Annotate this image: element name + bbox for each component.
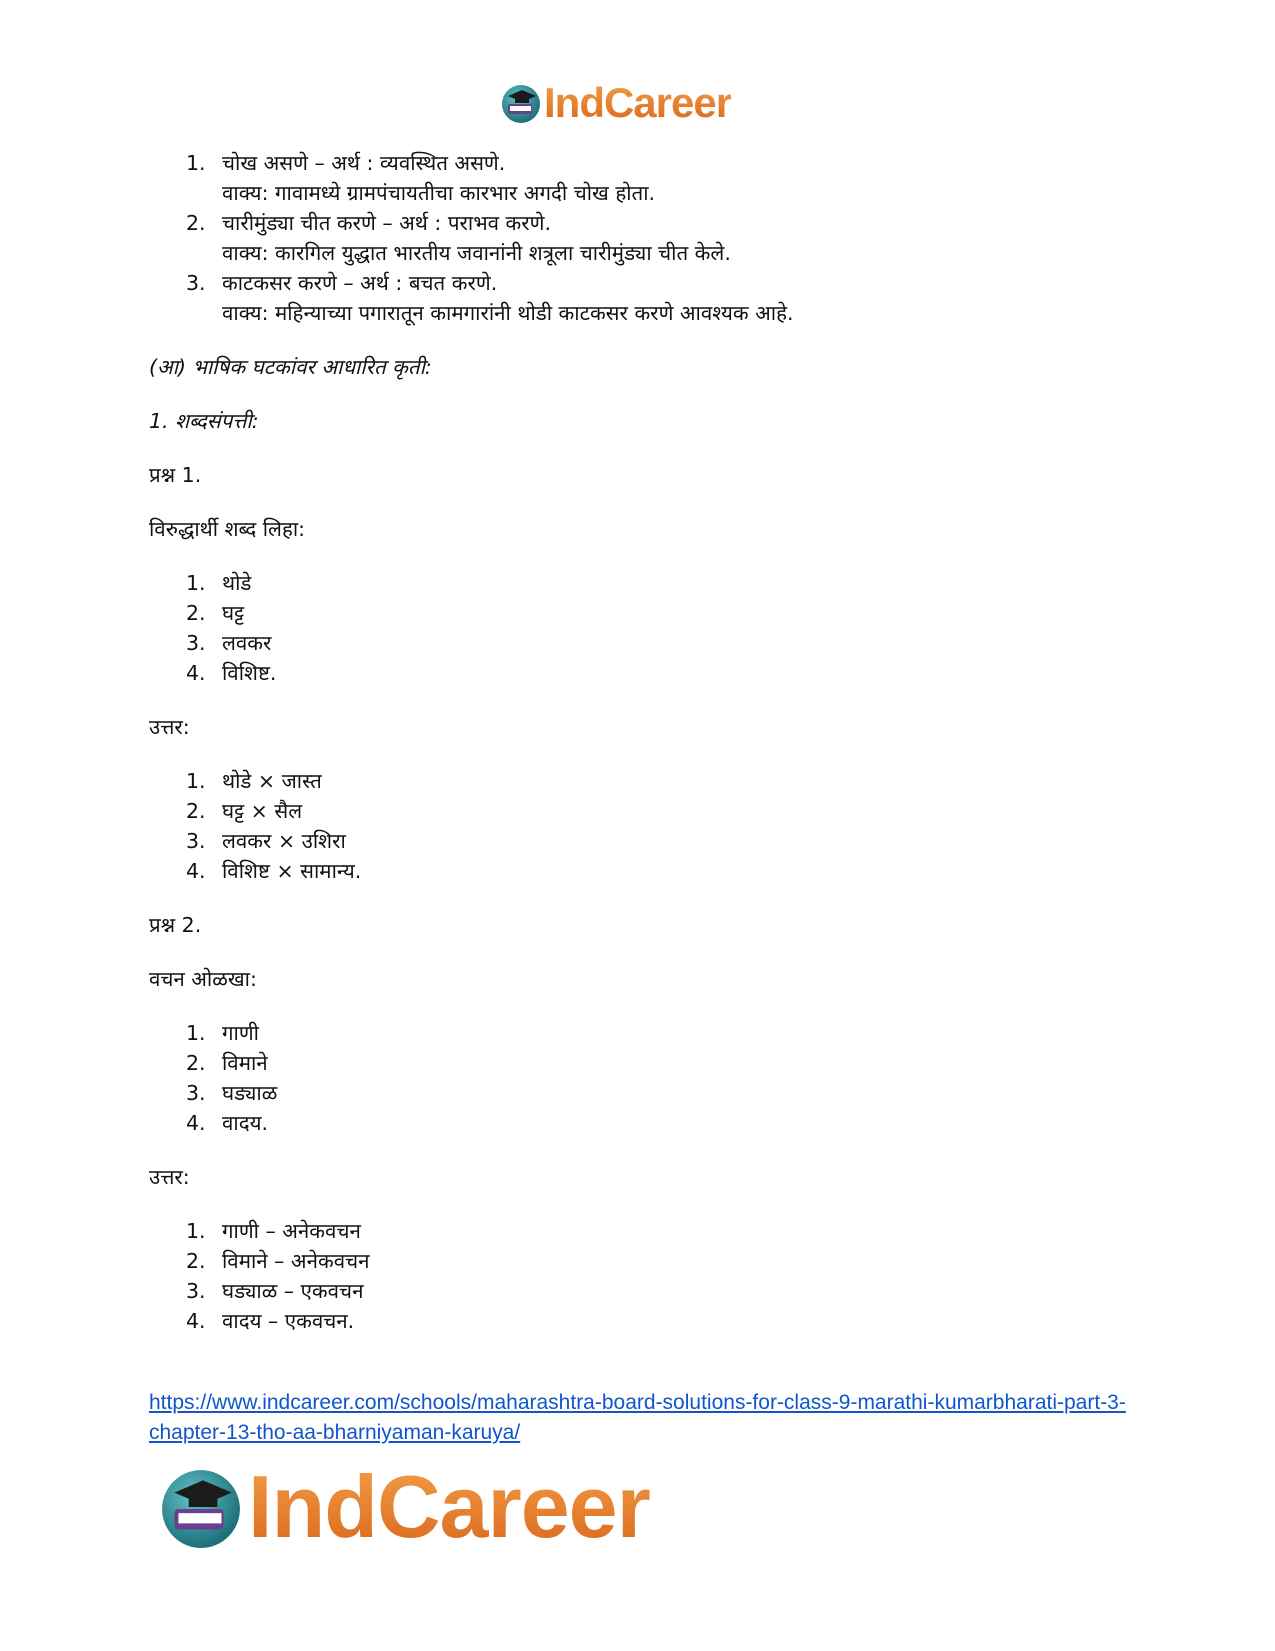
subsection-heading: 1. शब्दसंपत्ती:	[149, 409, 259, 433]
item-text: वादय.	[222, 1111, 268, 1135]
list-item	[149, 1246, 1149, 1276]
answer-text: विमाने – अनेकवचन	[222, 1249, 370, 1273]
idiom-sentence: वाक्य: कारगिल युद्धात भारतीय जवानांनी शत्रूला चारीमुंड्या चीत केले.	[222, 241, 731, 265]
answer-text: थोडे × जास्त	[222, 769, 322, 793]
item-number: 1.	[186, 151, 206, 175]
list-item	[149, 208, 1149, 268]
item-number: 2.	[186, 1051, 206, 1075]
question-label: प्रश्न 1.	[149, 463, 202, 487]
item-text: विशिष्ट.	[222, 661, 277, 685]
item-number: 1.	[186, 571, 206, 595]
item-number: 2.	[186, 1249, 206, 1273]
item-number: 2.	[186, 601, 206, 625]
idiom-meaning: काटकसर करणे – अर्थ : बचत करणे.	[222, 271, 498, 295]
indcareer-logo-top	[500, 80, 731, 126]
answer-items	[149, 766, 1149, 886]
idiom-sentence: वाक्य: महिन्याच्या पगारातून कामगारांनी थोडी काटकसर करणे आवश्यक आहे.	[222, 301, 794, 325]
logo-text: IndCareer	[544, 79, 732, 126]
list-item	[149, 766, 1149, 796]
list-item	[149, 1216, 1149, 1246]
list-item	[149, 1108, 1149, 1138]
idiom-sentence: वाक्य: गावामध्ये ग्रामपंचायतीचा कारभार अगदी चोख होता.	[222, 181, 656, 205]
item-text: विमाने	[222, 1051, 268, 1075]
list-item	[149, 1048, 1149, 1078]
item-text: घड्याळ	[222, 1081, 278, 1105]
item-number: 1.	[186, 1219, 206, 1243]
item-number: 3.	[186, 1081, 206, 1105]
item-number: 1.	[186, 769, 206, 793]
item-number: 1.	[186, 1021, 206, 1045]
item-number: 3.	[186, 631, 206, 655]
list-item	[149, 598, 1149, 628]
item-text: घट्ट	[222, 601, 245, 625]
item-text: गाणी	[222, 1021, 259, 1045]
item-number: 4.	[186, 859, 206, 883]
source-link[interactable]: https://www.indcareer.com/schools/maharashtra-board-solutions-for-class-9-marathi-kumarbharati-part-3-chapter-13-tho-aa-bharniyaman-karuya/	[149, 1391, 1126, 1444]
answer-items	[149, 1216, 1149, 1336]
list-item	[149, 658, 1149, 688]
answer-text: घड्याळ – एकवचन	[222, 1279, 364, 1303]
list-item	[149, 628, 1149, 658]
list-item	[149, 796, 1149, 826]
answer-text: विशिष्ट × सामान्य.	[222, 859, 362, 883]
graduation-book-icon	[158, 1464, 244, 1550]
document-body	[149, 148, 1149, 1336]
idiom-meaning: चारीमुंड्या चीत करणे – अर्थ : पराभव करणे.	[222, 211, 551, 235]
answer-label: उत्तर:	[149, 1165, 190, 1189]
question-instruction: विरुद्धार्थी शब्द लिहा:	[149, 517, 306, 541]
idiom-list	[149, 148, 1149, 328]
list-item	[149, 1276, 1149, 1306]
item-number: 3.	[186, 1279, 206, 1303]
idiom-meaning: चोख असणे – अर्थ : व्यवस्थित असणे.	[222, 151, 506, 175]
item-number: 3.	[186, 271, 206, 295]
list-item	[149, 1018, 1149, 1048]
question-instruction: वचन ओळखा:	[149, 967, 257, 991]
answer-text: वादय – एकवचन.	[222, 1309, 355, 1333]
list-item	[149, 826, 1149, 856]
item-number: 3.	[186, 829, 206, 853]
item-text: लवकर	[222, 631, 272, 655]
answer-text: घट्ट × सैल	[222, 799, 303, 823]
list-item	[149, 568, 1149, 598]
graduation-book-icon	[500, 82, 542, 124]
list-item	[149, 148, 1149, 208]
item-number: 4.	[186, 1309, 206, 1333]
item-number: 4.	[186, 1111, 206, 1135]
answer-text: गाणी – अनेकवचन	[222, 1219, 361, 1243]
indcareer-logo-bottom	[158, 1457, 650, 1556]
item-text: थोडे	[222, 571, 252, 595]
list-item	[149, 1306, 1149, 1336]
list-item	[149, 856, 1149, 886]
list-item	[149, 1078, 1149, 1108]
question-items	[149, 1018, 1149, 1138]
item-number: 2.	[186, 799, 206, 823]
question-items	[149, 568, 1149, 688]
item-number: 4.	[186, 661, 206, 685]
list-item	[149, 268, 1149, 328]
section-heading: (आ) भाषिक घटकांवर आधारित कृती:	[149, 355, 432, 379]
answer-label: उत्तर:	[149, 715, 190, 739]
question-label: प्रश्न 2.	[149, 913, 202, 937]
logo-text: IndCareer	[248, 1457, 650, 1556]
answer-text: लवकर × उशिरा	[222, 829, 346, 853]
item-number: 2.	[186, 211, 206, 235]
